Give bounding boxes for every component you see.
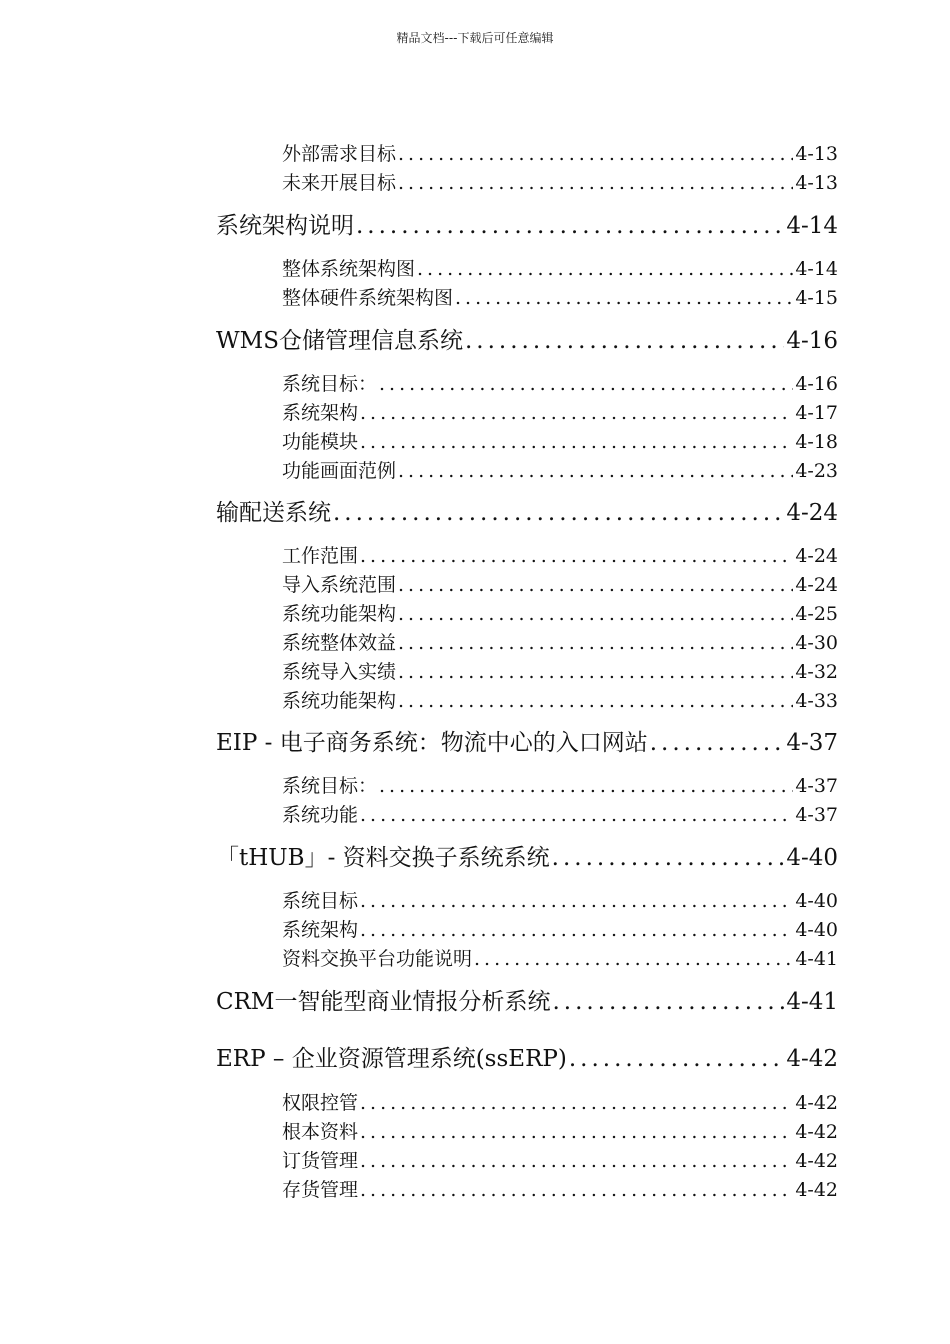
toc-section-page: 4-16 — [786, 328, 838, 354]
toc-entry-label: 系统目标： — [282, 775, 378, 797]
dot-leader — [398, 630, 793, 656]
toc-entry-page: 4-42 — [795, 1092, 838, 1114]
toc-entry-page: 4-25 — [795, 603, 838, 625]
dot-leader — [360, 1090, 793, 1116]
toc-entry-label: 系统功能架构 — [282, 603, 397, 625]
toc-entry-page: 4-30 — [795, 632, 838, 654]
dot-leader — [360, 1119, 793, 1145]
toc-entry[interactable] — [282, 946, 838, 972]
toc-entry-page: 4-33 — [795, 690, 838, 712]
toc-entry[interactable] — [282, 773, 838, 799]
toc-entry[interactable] — [282, 1119, 838, 1145]
toc-entry-page: 4-18 — [795, 431, 838, 453]
dot-leader — [398, 141, 793, 167]
toc-section[interactable] — [216, 985, 838, 1019]
toc-section[interactable] — [216, 1042, 838, 1076]
toc-entry-page: 4-42 — [795, 1121, 838, 1143]
dot-leader — [360, 917, 793, 943]
toc-section[interactable] — [216, 726, 838, 760]
dot-leader — [398, 688, 793, 714]
toc-entry[interactable] — [282, 1177, 838, 1203]
toc-entry-page: 4-42 — [795, 1179, 838, 1201]
toc-entry[interactable] — [282, 802, 838, 828]
toc-entry[interactable] — [282, 572, 838, 598]
dot-leader — [360, 543, 793, 569]
toc-entry[interactable] — [282, 285, 838, 311]
dot-leader — [379, 773, 793, 799]
dot-leader — [474, 946, 793, 972]
dot-leader — [552, 841, 785, 875]
toc-entry-label: 系统架构 — [282, 919, 359, 941]
toc-entry-label: 系统目标： — [282, 373, 378, 395]
toc-section-label: CRM一智能型商业情报分析系统 — [216, 989, 551, 1015]
dot-leader — [360, 429, 793, 455]
toc-entry[interactable] — [282, 688, 838, 714]
toc-entry-page: 4-14 — [795, 258, 838, 280]
dot-leader — [360, 1148, 793, 1174]
toc-entry-label: 系统整体效益 — [282, 632, 397, 654]
dot-leader — [417, 256, 793, 282]
toc-entry-label: 系统功能 — [282, 804, 359, 826]
toc-section-page: 4-41 — [786, 989, 838, 1015]
toc-entry-label: 资料交换平台功能说明 — [282, 948, 473, 970]
toc-entry-label: 整体硬件系统架构图 — [282, 287, 454, 309]
toc-entry[interactable] — [282, 1148, 838, 1174]
toc-entry-page: 4-13 — [795, 172, 838, 194]
toc-entry[interactable] — [282, 630, 838, 656]
toc-entry-label: 权限控管 — [282, 1092, 359, 1114]
toc-entry-label: 系统功能架构 — [282, 690, 397, 712]
toc-section-label: 输配送系统 — [216, 500, 331, 526]
toc-entry-page: 4-23 — [795, 460, 838, 482]
dot-leader — [360, 802, 793, 828]
dot-leader — [398, 659, 793, 685]
dot-leader — [360, 888, 793, 914]
toc-entry-label: 整体系统架构图 — [282, 258, 416, 280]
toc-section[interactable] — [216, 324, 838, 358]
toc-entry-page: 4-24 — [795, 574, 838, 596]
toc-entry[interactable] — [282, 429, 838, 455]
toc-entry[interactable] — [282, 659, 838, 685]
toc-section-label: EIP - 电子商务系统：物流中心的入口网站 — [216, 730, 648, 756]
dot-leader — [650, 726, 785, 760]
dot-leader — [398, 572, 793, 598]
dot-leader — [356, 209, 784, 243]
toc-section-label: 系统架构说明 — [216, 213, 354, 239]
toc-entry-label: 系统目标 — [282, 890, 359, 912]
toc-entry-page: 4-13 — [795, 143, 838, 165]
toc-entry-label: 根本资料 — [282, 1121, 359, 1143]
dot-leader — [360, 400, 793, 426]
toc-entry-label: 系统导入实绩 — [282, 661, 397, 683]
toc-entry-page: 4-24 — [795, 545, 838, 567]
toc-entry-label: 外部需求目标 — [282, 143, 397, 165]
toc-entry-page: 4-42 — [795, 1150, 838, 1172]
toc-entry-label: 存货管理 — [282, 1179, 359, 1201]
toc-section-label: 「tHUB」- 资料交换子系统系统 — [216, 845, 550, 871]
toc-section-page: 4-14 — [786, 213, 838, 239]
page-header: 精品文档---下载后可任意编辑 — [396, 31, 554, 45]
toc-entry-label: 功能模块 — [282, 431, 359, 453]
dot-leader — [333, 496, 784, 530]
toc-section[interactable] — [216, 841, 838, 875]
toc-section[interactable] — [216, 209, 838, 243]
dot-leader — [552, 985, 784, 1019]
toc-entry[interactable] — [282, 917, 838, 943]
toc-entry-page: 4-15 — [795, 287, 838, 309]
toc-entry[interactable] — [282, 400, 838, 426]
toc-entry-label: 导入系统范围 — [282, 574, 397, 596]
toc-entry[interactable] — [282, 170, 838, 196]
toc-entry-page: 4-17 — [795, 402, 838, 424]
toc-entry-label: 未来开展目标 — [282, 172, 397, 194]
toc-entry-page: 4-40 — [795, 890, 838, 912]
dot-leader — [379, 371, 793, 397]
toc-entry[interactable] — [282, 371, 838, 397]
toc-section-page: 4-24 — [786, 500, 838, 526]
dot-leader — [398, 458, 793, 484]
toc-entry[interactable] — [282, 1090, 838, 1116]
toc-entry[interactable] — [282, 601, 838, 627]
toc-section-label: ERP – 企业资源管理系统(ssERP) — [216, 1046, 567, 1072]
toc-entry-page: 4-40 — [795, 919, 838, 941]
toc-entry-page: 4-41 — [795, 948, 838, 970]
toc-entry[interactable] — [282, 256, 838, 282]
dot-leader — [455, 285, 793, 311]
toc-entry[interactable] — [282, 141, 838, 167]
toc-section-page: 4-40 — [786, 845, 838, 871]
toc-entry-page: 4-16 — [795, 373, 838, 395]
toc-section-label: WMS仓储管理信息系统 — [216, 328, 463, 354]
toc-section-page: 4-42 — [786, 1046, 838, 1072]
toc-entry-page: 4-37 — [795, 775, 838, 797]
dot-leader — [465, 324, 784, 358]
toc-entry[interactable] — [282, 543, 838, 569]
toc-entry-label: 订货管理 — [282, 1150, 359, 1172]
toc-entry-label: 功能画面范例 — [282, 460, 397, 482]
toc-entry-label: 系统架构 — [282, 402, 359, 424]
toc-entry-label: 工作范围 — [282, 545, 359, 567]
toc-entry-page: 4-37 — [795, 804, 838, 826]
toc-entry[interactable] — [282, 458, 838, 484]
dot-leader — [398, 170, 793, 196]
dot-leader — [398, 601, 793, 627]
dot-leader — [360, 1177, 793, 1203]
toc-section[interactable] — [216, 496, 838, 530]
toc-entry[interactable] — [282, 888, 838, 914]
dot-leader — [569, 1042, 784, 1076]
toc-section-page: 4-37 — [786, 730, 838, 756]
toc-entry-page: 4-32 — [795, 661, 838, 683]
